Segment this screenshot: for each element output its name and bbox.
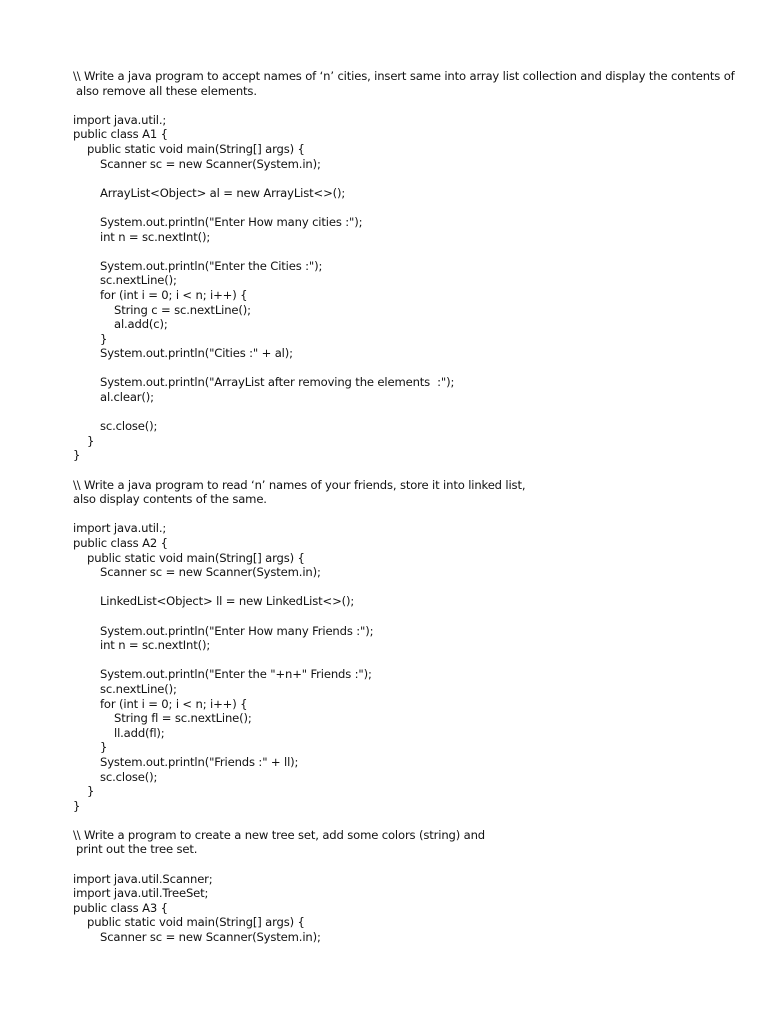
text-line: al.add(c); — [114, 317, 168, 332]
text-line: for (int i = 0; i < n; i++) { — [100, 287, 248, 302]
text-line: public class A1 { — [73, 127, 168, 142]
text-line: \\ Write a java program to read ‘n’ names of your friends, store it into linked list, — [73, 477, 526, 492]
text-line: System.out.println("Enter How many cities :"); — [100, 214, 363, 229]
text-line: System.out.println("Friends :" + ll); — [100, 754, 299, 769]
text-line: public static void main(String[] args) { — [87, 915, 305, 930]
blank-line — [73, 653, 768, 668]
text-line: public static void main(String[] args) { — [87, 141, 305, 156]
blank-line — [73, 857, 768, 872]
text-line: System.out.println("Enter the "+n+" Friends :"); — [100, 667, 372, 682]
blank-line — [73, 244, 768, 259]
text-line: } — [73, 798, 81, 813]
text-line: \\ Write a java program to accept names of ‘n’ cities, insert same into array list collection and display the contents of — [73, 69, 735, 83]
text-line: } — [87, 784, 95, 799]
text-line: ArrayList<Object> al = new ArrayList<>(); — [100, 185, 346, 200]
blank-line — [73, 463, 768, 478]
text-line: String fl = sc.nextLine(); — [114, 711, 252, 726]
text-line: sc.nextLine(); — [100, 273, 177, 288]
text-line: String c = sc.nextLine(); — [114, 302, 251, 317]
blank-line — [73, 609, 768, 624]
text-line: } — [87, 433, 95, 448]
text-line: public class A2 { — [73, 536, 168, 550]
text-line: also remove all these elements. — [76, 83, 257, 98]
code-text-block — [73, 69, 768, 945]
text-line: print out the tree set. — [76, 842, 198, 857]
text-line: public static void main(String[] args) { — [87, 550, 305, 565]
text-line: \\ Write a program to create a new tree set, add some colors (string) and — [73, 827, 486, 842]
blank-line — [73, 405, 768, 420]
blank-line — [73, 507, 768, 522]
text-line: ll.add(fl); — [114, 725, 165, 740]
blank-line — [73, 98, 768, 113]
text-line: LinkedList<Object> ll = new LinkedList<>(); — [100, 594, 355, 609]
text-line: } — [100, 331, 108, 346]
text-line: also display contents of the same. — [73, 492, 267, 507]
text-line: for (int i = 0; i < n; i++) { — [100, 696, 248, 711]
text-line: public class A3 { — [73, 900, 168, 915]
text-line: System.out.println("Enter How many Friends :"); — [100, 623, 374, 638]
text-line: Scanner sc = new Scanner(System.in); — [100, 930, 321, 945]
text-line: sc.close(); — [100, 769, 158, 784]
text-line: int n = sc.nextInt(); — [100, 638, 211, 653]
text-line: int n = sc.nextInt(); — [100, 229, 211, 244]
text-line: import java.util.TreeSet; — [73, 886, 209, 901]
text-line: import java.util.; — [73, 112, 167, 127]
text-line: System.out.println("Cities :" + al); — [100, 346, 293, 361]
text-line: } — [73, 448, 81, 463]
blank-line — [73, 200, 768, 215]
blank-line — [73, 580, 768, 595]
blank-line — [73, 171, 768, 186]
text-line: import java.util.Scanner; — [73, 871, 213, 886]
text-line: sc.close(); — [100, 419, 158, 434]
text-line: System.out.println("Enter the Cities :"); — [100, 258, 323, 273]
text-line: al.clear(); — [100, 390, 154, 405]
text-line: Scanner sc = new Scanner(System.in); — [100, 156, 321, 171]
text-line: import java.util.; — [73, 521, 167, 536]
text-line: System.out.println("ArrayList after removing the elements :"); — [100, 375, 455, 390]
text-line: } — [100, 740, 108, 755]
blank-line — [73, 361, 768, 376]
text-line: sc.nextLine(); — [100, 681, 177, 696]
blank-line — [73, 813, 768, 828]
text-line: Scanner sc = new Scanner(System.in); — [100, 565, 321, 580]
